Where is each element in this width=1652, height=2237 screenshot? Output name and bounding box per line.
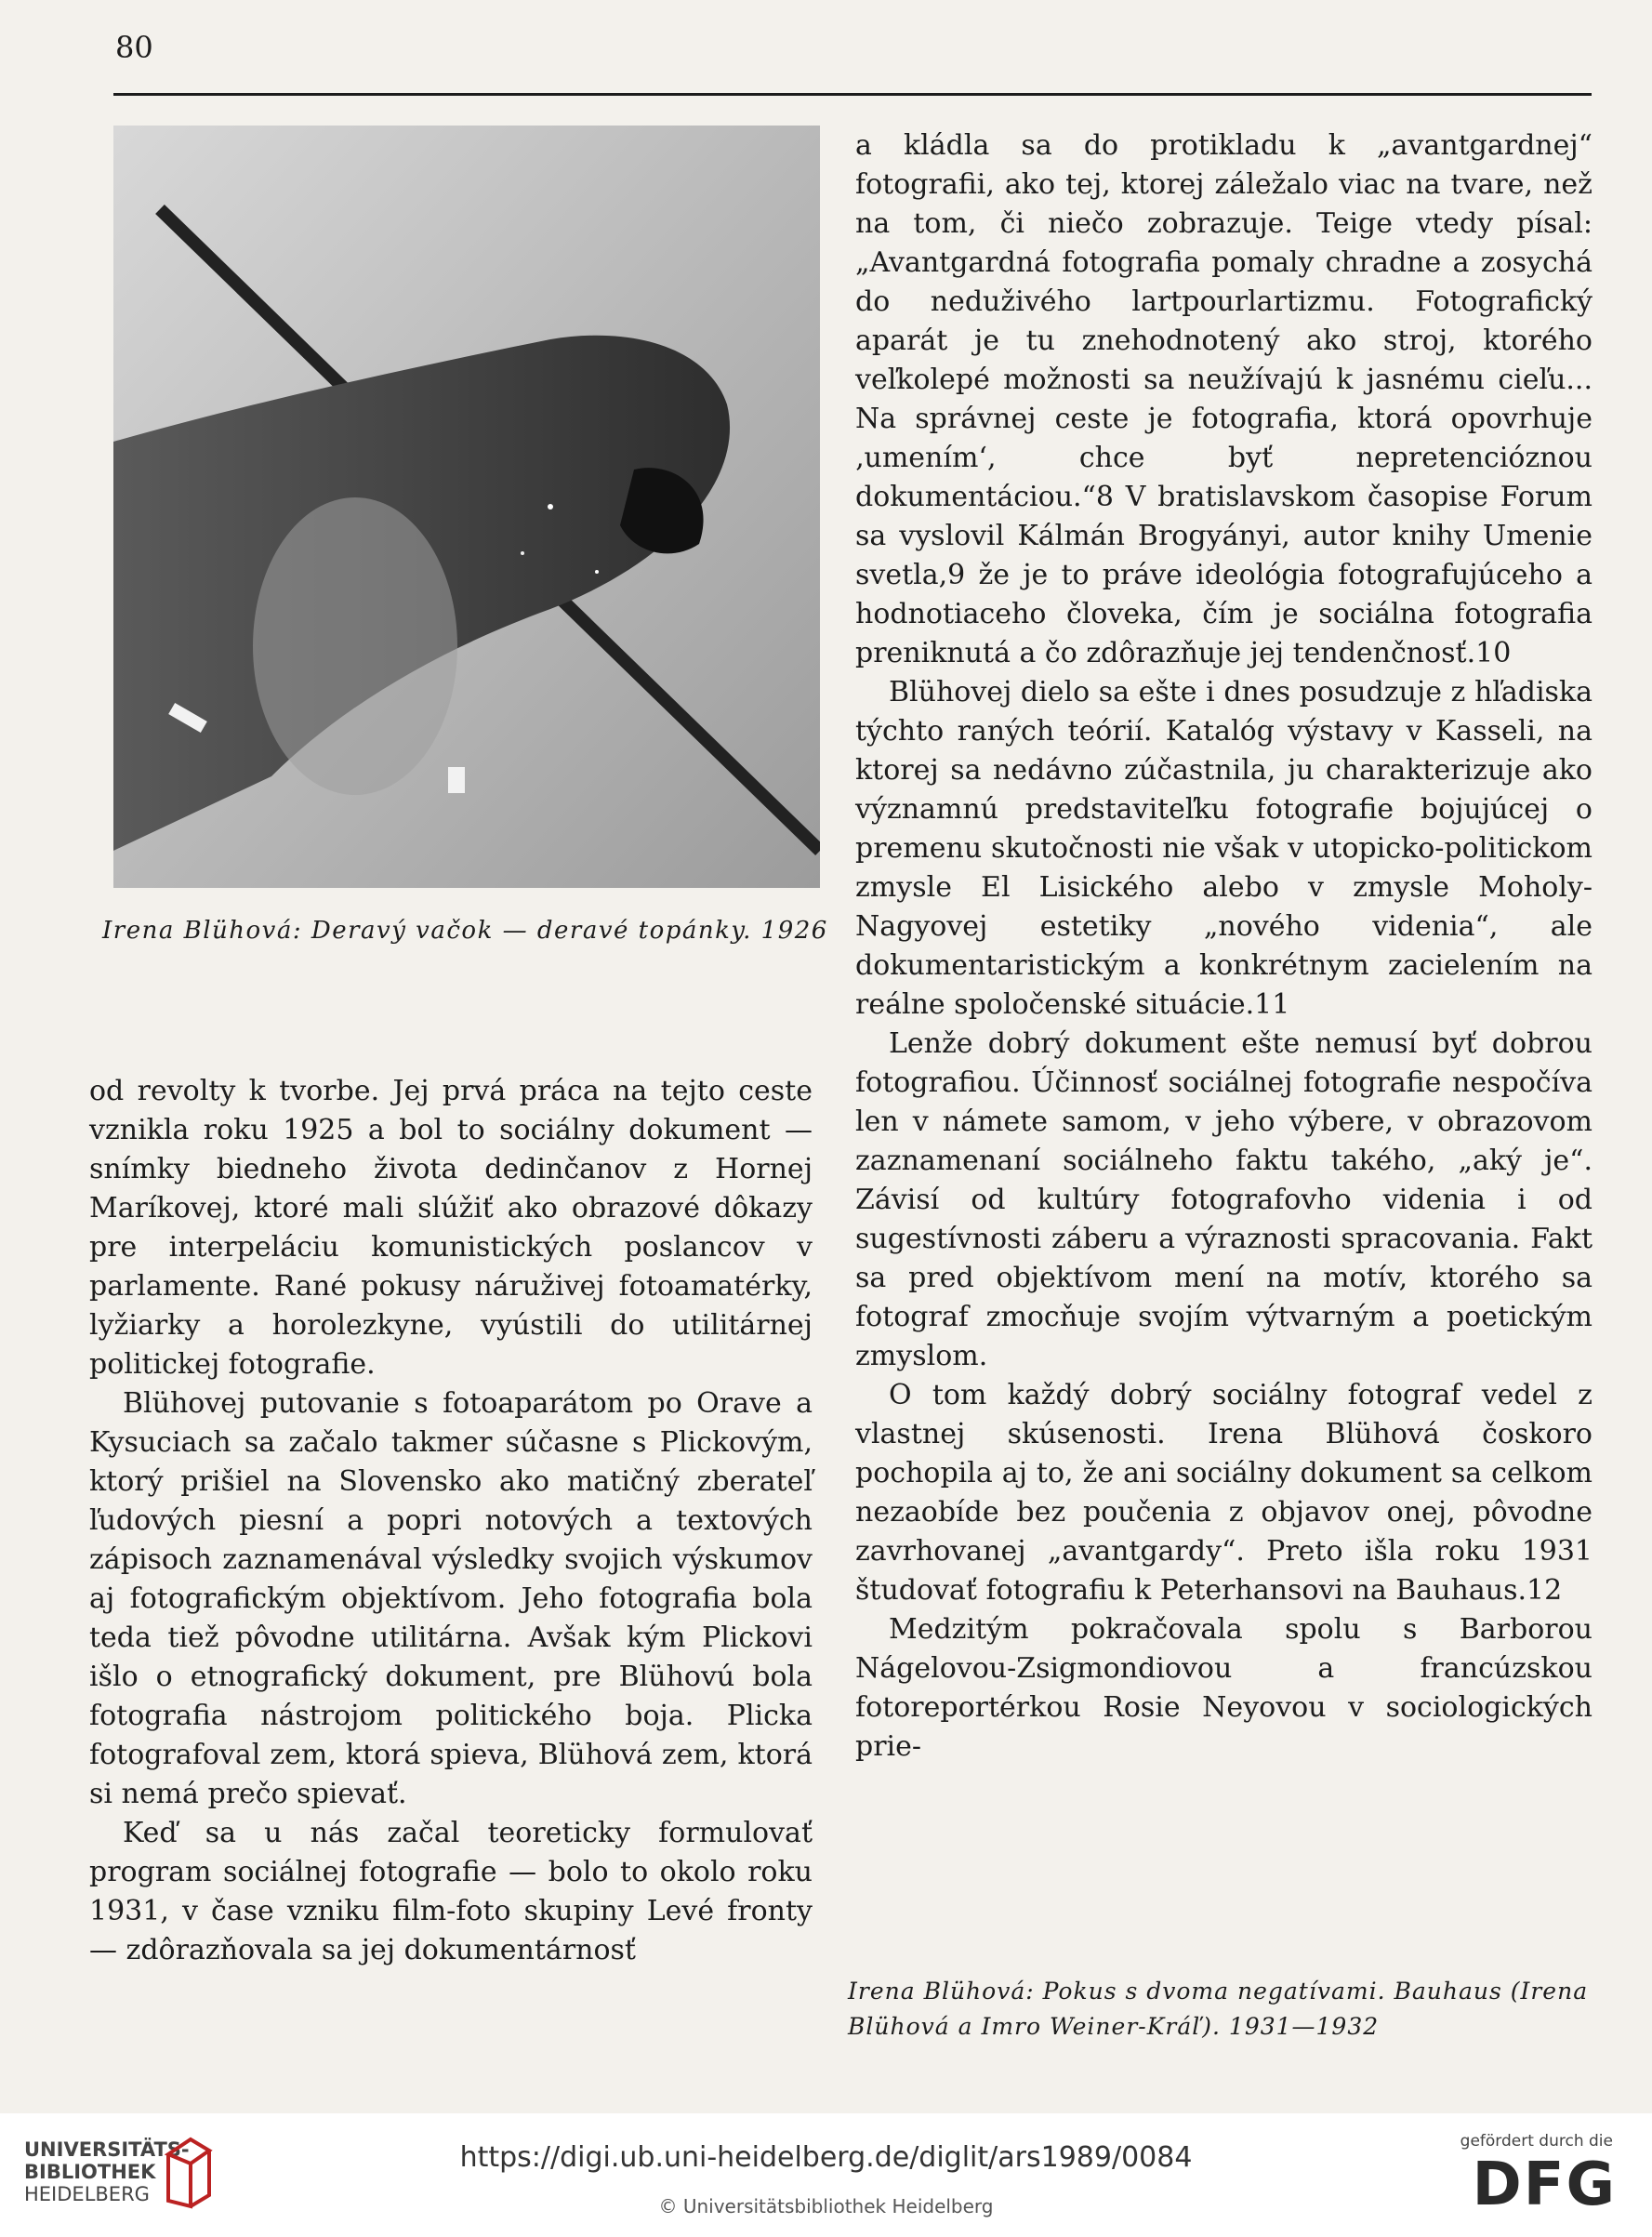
text-column-right (855, 126, 1593, 1767)
paragraph: Keď sa u nás začal teoreticky formulovať program sociálnej fotografie — bolo to okolo roku 1931, v čase vzniku film-foto skupiny Levé fronty — zdôrazňovala sa jej dokumentárnosť (89, 1817, 813, 1966)
paragraph: Lenže dobrý dokument ešte nemusí byť dobrou fotografiou. Účinnosť sociálnej fotografie nespočíva len v námete samom, v jeho výbere, v obrazovom zaznamenaní sociálneho faktu takého, „aký je“. Závisí od kultúry fotografovho videnia i od sugestívnosti záberu a výraznosti spracovania. Fakt sa pred objektívom mení na motív, ktorého sa fotograf zmocňuje svojím výtvarným a poetickým zmyslom. (855, 1027, 1593, 1372)
library-name-line: UNIVERSITÄTS- (24, 2138, 190, 2161)
paragraph: od revolty k tvorbe. Jej prvá práca na tejto ceste vznikla roku 1925 a bol to sociálny dokument — snímky biedneho života dedinčanov z Hornej Maríkovej, ktoré mali slúžiť ako obrazové dôkazy pre interpeláciu komunistických poslancov v parlamente. Rané pokusy náruživej fotoamatérky, lyžiarky a horolezkyne, vyústili do utilitárnej politickej fotografie. (89, 1075, 813, 1381)
library-name-line: BIBLIOTHEK (24, 2161, 156, 2183)
permalink-url[interactable]: https://digi.ub.uni-heidelberg.de/diglit/ars1989/0084 (459, 2141, 1193, 2174)
figure-caption: Irena Blühová: Deravý vačok — deravé topánky. 1926 (102, 917, 828, 945)
header-rule (113, 93, 1592, 96)
paragraph: Medzitým pokračovala spolu s Barborou Nágelovou-Zsigmondiovou a francúzskou fotoreportérkou Rosie Neyovou v sociologických prie- (855, 1613, 1593, 1763)
photo-worn-shoe (113, 126, 820, 888)
paragraph: Blühovej dielo sa ešte i dnes posudzuje z hľadiska týchto raných teórií. Katalóg výstavy v Kasseli, na ktorej sa nedávno zúčastnila, ju charakterizuje ako významnú predstaviteľku fotografie bojujúcej o premenu skutočnosti nie však v utopicko-politickom zmysle El Lisického alebo v zmysle Moholy-Nagyovej estetiky „nového videnia“, ale dokumentaristickým a konkrétnym zacielením na reálne spoločenské situácie.11 (855, 676, 1593, 1021)
paragraph: Blühovej putovanie s fotoaparátom po Orave a Kysuciach sa začalo takmer súčasne s Plickovým, ktorý prišiel na Slovensko ako matičný zberateľ ľudových piesní a popri notových a textových zápisoch zaznamenával výsledky svojich výskumov aj fotografickým objektívom. Jeho fotografia bola teda tiež pôvodne utilitárna. Avšak kým Plickovi išlo o etnografický dokument, pre Blühovú bola fotografia nástrojom politického boja. Plicka fotografoval zem, ktorá spieva, Blühová zem, ktorá si nemá prečo spievať. (89, 1387, 813, 1810)
paragraph: O tom každý dobrý sociálny fotograf vedel z vlastnej skúsenosti. Irena Blühová čoskoro pochopila aj to, že ani sociálny dokument sa celkom nezaobíde bez poučenia z objavov onej, pôvodne zavrhovanej „avantgardy“. Preto išla roku 1931 študovať fotografiu k Peterhansovi na Bauhaus.12 (855, 1379, 1593, 1607)
footer (0, 2113, 1652, 2237)
figure-caption: Irena Blühová: Pokus s dvoma negatívami. Bauhaus (Irena Blühová a Imro Weiner-Kráľ). 1931—1932 (848, 1978, 1589, 2040)
library-name-line: HEIDELBERG (24, 2183, 150, 2205)
paragraph: a kládla sa do protikladu k „avantgardnej“ fotografii, ako tej, ktorej záležalo viac na tvare, než na tom, či niečo zobrazuje. Teige vtedy písal: „Avantgardná fotografia pomaly chradne a zosychá do neduživého lartpourlartizmu. Fotografický aparát je tu znehodnotený ako stroj, ktorého veľkolepé možnosti sa neužívajú k jasnému cieľu... Na správnej ceste je fotografia, ktorá opovrhuje ‚umením‘, chce byť nepretencióznou dokumentáciou.“8 V bratislavskom časopise Forum sa vyslovil Kálmán Brogyányi, autor knihy Umenie svetla,9 že je to práve ideológia fotografujúceho a hodnotiaceho človeka, čím je sociálna fotografia preniknutá a čo zdôrazňuje jej tendenčnosť.10 (855, 129, 1593, 669)
text-column-left (89, 1072, 813, 1970)
page-number: 80 (115, 30, 153, 65)
funding-label: gefördert durch die (1460, 2132, 1613, 2151)
copyright-notice: © Universitätsbibliothek Heidelberg (658, 2195, 994, 2217)
dfg-logo[interactable]: DFG (1472, 2151, 1617, 2219)
